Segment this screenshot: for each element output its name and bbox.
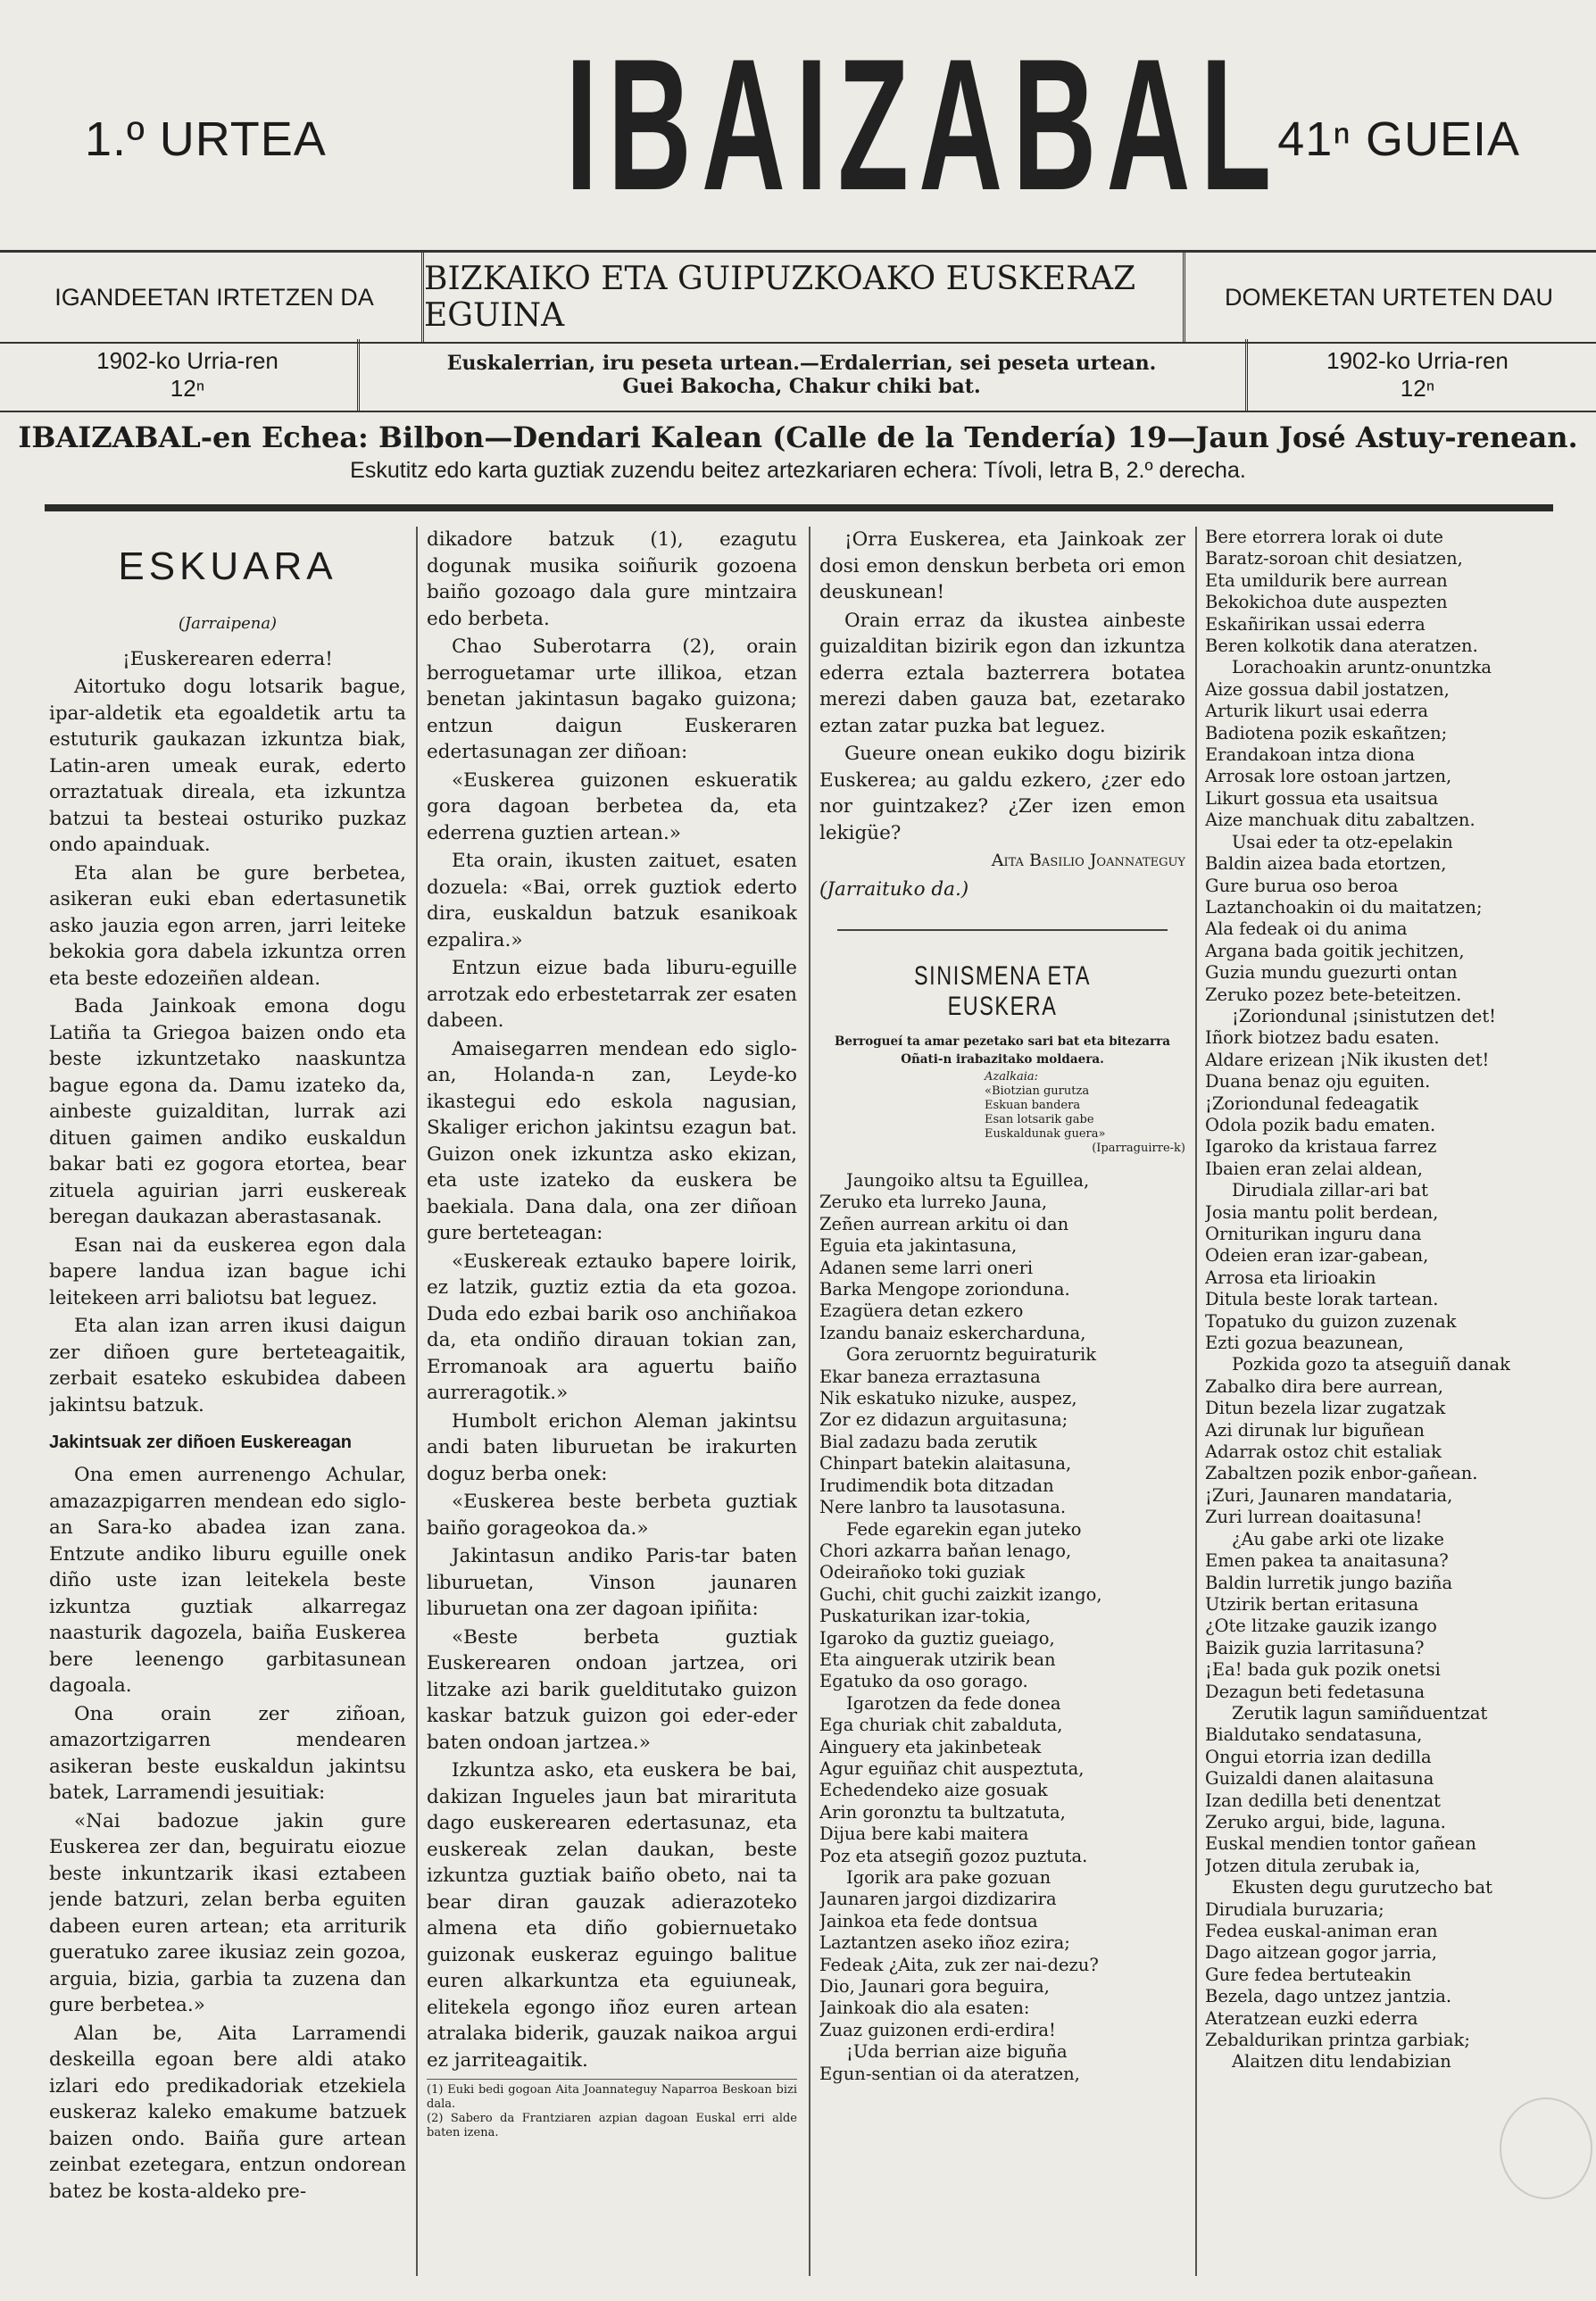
poem-line: Ega churiak chit zabalduta,: [819, 1715, 1063, 1736]
poem-line: Topatuko du guizon zuzenak: [1205, 1310, 1457, 1332]
poem-line: Odeien eran izar-gabean,: [1205, 1245, 1429, 1267]
column-divider: [416, 527, 418, 2276]
poem-line: Puskaturikan izar-tokia,: [819, 1606, 1031, 1627]
column-divider: [809, 527, 810, 2276]
paragraph: «Euskerea guizonen eskueratik gora dagoan berbetea da, eta ederrena guztien artean.»: [427, 768, 797, 844]
poem-line: Igorik ara pake gozuan: [846, 1867, 1052, 1888]
poem-line: Bial zadazu bada zerutik: [819, 1431, 1037, 1452]
band-left: IGANDEETAN IRTETZEN DA: [54, 283, 374, 311]
section-subhead: Jakintsuak zer diñoen Euskereagan: [49, 1433, 353, 1452]
paragraph: dikadore batzuk (1), ezagutu dogunak musika soiñurik gozoena baiño gozoago dala gure mintzaira edo berbeta.: [427, 528, 797, 630]
poem-line: Baizik guzia larritasuna?: [1205, 1637, 1425, 1658]
date-right-text: 1902-ko Urria-ren: [1326, 347, 1509, 374]
poem-line: Adarrak ostoz chit estaliak: [1205, 1441, 1442, 1463]
poem-line: Jainkoa eta fede dontsua: [819, 1910, 1038, 1931]
article-heading-eskuara: ESKUARA: [118, 544, 337, 588]
poem-line: Lorachoakin aruntz-onuntzka: [1232, 657, 1492, 678]
date-right: [1245, 339, 1587, 411]
poem-line: Ditun bezela lizar zugatzak: [1205, 1398, 1446, 1419]
poem-line: Zeruko eta lurreko Jauna,: [819, 1192, 1048, 1213]
date-left-text: 1902-ko Urria-ren: [96, 347, 278, 374]
paragraph: Eta alan izan arren ikusi daigun zer diñoen gure berteteagaitik, zerbait esateko eskubidea dabeen jakintsu batzuk.: [49, 1315, 406, 1416]
poem-line: Ekusten degu gurutzecho bat: [1232, 1877, 1492, 1898]
poem-line: Igarotzen da fede donea: [846, 1692, 1061, 1714]
column-4: [1205, 527, 1553, 2285]
poem-line: Dezagun beti fedetasuna: [1205, 1681, 1426, 1702]
poem-line: Josia mantu polit berdean,: [1205, 1201, 1439, 1223]
epigraph-line: Euskaldunak guera»: [985, 1127, 1106, 1141]
poem-line: ¿Au gabe arki ote lizake: [1232, 1528, 1444, 1549]
poem-line: Zor ez didazun arguitasuna;: [819, 1409, 1068, 1431]
poem-line: Zeruko pozez bete-beteitzen.: [1205, 984, 1462, 1005]
paragraph: «Nai badozue jakin gure Euskerea zer dan, beguiratu eiozue beste inkuntzarik ikasi eztabeen jende batzuri, zelan berba eguiten dabeen euren artean; eta arriturik gueratuko zaree ikusiaz zein gozoa, arguia, bizia, garbia ta zuzena dan gure berbetea.»: [49, 1809, 406, 2016]
poem-line: Odeirañoko toki guziak: [819, 1562, 1026, 1583]
paragraph: Ona emen aurrenengo Achular, amazazpigarren mendean edo siglo-an Sara-ko abadea izan zana. Entzute andiko liburu eguille onek diño uste izan leitekela beste izkuntza guztiak alkarregaz naasturik dagozela, baiña Euskerea bere leenengo garbitasunean dagoala.: [49, 1464, 406, 1697]
article-separator: [837, 929, 1168, 931]
poem-line: Egatuko da oso gorago.: [819, 1671, 1028, 1692]
poem-line: Euskal mendien tontor gañean: [1205, 1833, 1476, 1855]
prize-note: Berrogueí ta amar pezetako sari bat eta bitezarra Oñati-n irabazitako moldaera.: [835, 1034, 1170, 1067]
newspaper-title: IBAIZABAL: [565, 20, 1282, 229]
paragraph: «Euskereak eztauko bapere loirik, ez latzik, guztiz eztia da eta gozoa. Duda edo ezbai barik oso anchiñakoa da, eta ondiño dirauan tokian zan, Erromanoak ara aguertu baiño aurreragotik.»: [427, 1250, 797, 1404]
poem-line: Ala fedeak oi du anima: [1205, 918, 1408, 940]
poem-line: Usai eder ta otz-epelakin: [1232, 831, 1453, 852]
poem-line: Zebaldurikan printza garbiak;: [1205, 2030, 1470, 2051]
poem-line: Ainguery eta jakinbeteak: [819, 1736, 1042, 1757]
paragraph: Jakintasun andiko Paris-tar baten liburuetan, Vinson jaunaren liburuetan ona zer dagoan ipiñita:: [427, 1545, 797, 1620]
poem-line: Aize manchuak ditu zabaltzen.: [1205, 810, 1475, 831]
paragraph: Bada Jainkoak emona dogu Latiña ta Griegoa baizen ondo eta beste izkuntzetako naaskuntza bague egona da. Damu izateko da, ainbeste guizalditan, lurrak azi dituen gaimen andiko euskaldun bakar bati ez gogora etortea, bear zituela aguirian jarri euskereak beregan daukazan aberastasanak.: [49, 995, 406, 1228]
poem-line: Utzirik bertan eritasuna: [1205, 1593, 1419, 1615]
poem-line: Bere etorrera lorak oi dute: [1205, 527, 1443, 547]
library-stamp: [1500, 2097, 1592, 2199]
poem-line: Jaungoiko altsu ta Eguillea,: [846, 1170, 1090, 1191]
paragraph: Orain erraz da ikustea ainbeste guizalditan bizirik egon dan izkuntza ederra eztala bazterrera botatea merezi daben gauza bat, ezetarako eztan zatar puzka bat leguez.: [819, 609, 1185, 737]
poem-lines: [1205, 527, 1553, 2073]
poem-line: Irudimendik bota ditzadan: [819, 1474, 1054, 1496]
poem-line: Emen pakea ta anaitasuna?: [1205, 1550, 1449, 1572]
poem-line: Badiotena pozik eskañtzen;: [1205, 722, 1448, 743]
paragraph: Ona orain zer ziñoan, amazortzigarren mendearen asikeran beste euskaldun jakintsu batek, Larramendi jesuitiak:: [49, 1702, 406, 1804]
issue-number: 41ⁿ GUEIA: [1277, 112, 1520, 166]
year-label: 1.º URTEA: [85, 112, 327, 166]
masthead: [0, 20, 1596, 241]
poem-line: Argana bada goitik jechitzen,: [1205, 940, 1465, 961]
subscription-line1: Euskalerrian, iru peseta urtean.—Erdalerrian, sei peseta urtean.: [446, 352, 1157, 375]
paragraph: «Beste berbeta guztiak Euskerearen ondoan jartzea, ori litzake azi barik guelditutako guizon kaskar batzuk guizon goi eder-eder baten ondoan jartzea.»: [427, 1625, 797, 1754]
poem-line: Chinpart batekin alaitasuna,: [819, 1453, 1072, 1474]
poem-line: Laztanchoakin oi du maitatzen;: [1205, 896, 1483, 918]
poem-line: Agur eguiñaz chit auspeztuta,: [819, 1757, 1085, 1779]
section-subtitle: ¡Euskerearen ederra!: [122, 647, 333, 670]
paragraph: Humbolt erichon Aleman jakintsu andi baten liburuetan be irakurten doguz berba onek:: [427, 1409, 797, 1485]
poem-line: Ibaien eran zelai aldean,: [1205, 1158, 1423, 1179]
paragraph: Aitortuko dogu lotsarik bague, ipar-aldetik eta egoaldetik artu ta estuturik gaukazan izkuntza biak, Latin-aren umeak eurak, ederto orraztatuak direala, eta izkuntza batzui ta besteai osturiko puzkaz ondo apainduak.: [49, 676, 406, 856]
poem-line: ¡Zoriondunal fedeagatik: [1205, 1092, 1419, 1114]
paragraph: Eta alan be gure berbetea, asikeran euki eban edertasunetik asko jauzia egon arren, jarri leiteke bekokia gora dabela izkuntza orren eta beste edozeiñen aldean.: [49, 861, 406, 990]
poem-line: Dirudiala zillar-ari bat: [1232, 1180, 1429, 1201]
column-1: [49, 527, 406, 2285]
poem-line: Ezagüera detan ezkero: [819, 1300, 1024, 1322]
poem-line: Ezti gozua beazunean,: [1205, 1333, 1404, 1354]
paragraph: ¡Orra Euskerea, eta Jainkoak zer dosi emon denskun berbeta ori emon deuskunean!: [819, 528, 1185, 603]
poem-line: Chori azkarra baňan lenago,: [819, 1540, 1072, 1561]
poem-line: Echedendeko aize gosuak: [819, 1780, 1048, 1801]
poem-line: Ditula beste lorak tartean.: [1205, 1289, 1439, 1310]
poem-line: Baldin aizea bada etortzen,: [1205, 853, 1447, 875]
poem-line: Baratz-soroan chit desiatzen,: [1205, 548, 1463, 569]
paragraph: Chao Suberotarra (2), orain berroguetamar urte illikoa, etzan benetan jakintasun bagako guizona; entzun daigun Euskeraren edertasunagan zer diñoan:: [427, 635, 797, 763]
epigraph-source: (Iparraguirre-k): [1092, 1142, 1185, 1155]
poem-line: Bialdutako sendatasuna,: [1205, 1724, 1423, 1746]
poem-line: Ongui etorria izan dedilla: [1205, 1746, 1432, 1767]
epigraph-line: «Biotzian gurutza: [985, 1084, 1090, 1098]
address-line1: IBAIZABAL-en Echea: Bilbon—Dendari Kalean (Calle de la Tendería) 19—Jaun José Astuy-renean.: [18, 420, 1578, 454]
poem-line: Zerutik lagun samiñduentzat: [1232, 1702, 1488, 1724]
poem-line: Gure fedea bertuteakin: [1205, 1964, 1412, 1985]
paragraph: Alan be, Aita Larramendi deskeilla egoan bere aldi atako izlari edo predikadoriak etzekiela euskeraz kaleko emakume batzuek baizen ondo. Baiña gure artean zeinbat ezetegara, entzun ondorean batez be kosta-aldeko pre-: [49, 2022, 406, 2203]
poem-line: Eta ainguerak utzirik bean: [819, 1649, 1056, 1670]
poem-line: Arturik likurt usai ederra: [1205, 701, 1429, 722]
poem-line: Iñork biotzez badu esaten.: [1205, 1027, 1440, 1049]
poem-line: Dio, Jaunari gora beguira,: [819, 1976, 1050, 1998]
poem-line: Aldare erizean ¡Nik ikusten det!: [1205, 1049, 1490, 1070]
poem-line: Zuri lurrean doaitasuna!: [1205, 1507, 1423, 1528]
column-2: [427, 527, 797, 2285]
poem-line: Alaitzen ditu lendabizian: [1232, 2051, 1451, 2073]
poem-line: Fede egarekin egan juteko: [846, 1518, 1082, 1540]
poem-line: Jaunaren jargoi dizdizarira: [819, 1889, 1057, 1910]
address-line2: Eskutitz edo karta guztiak zuzendu beitez artezkariaren echera: Tívoli, letra B, 2.º derecha.: [350, 458, 1246, 483]
poem-line: Adanen seme larri oneri: [819, 1257, 1034, 1278]
poem-line: Arrosa eta lirioakin: [1205, 1267, 1376, 1288]
author-signature: Aita Basilio Joannateguy: [991, 851, 1185, 870]
poem-title: SINISMENA ETA EUSKERA: [914, 961, 1091, 1021]
poem-line: ¡Ea! bada guk pozik onetsi: [1205, 1659, 1441, 1681]
poem-line: Likurt gossua eta usaitsua: [1205, 787, 1439, 809]
poem-line: Zabaltzen pozik enbor-gañean.: [1205, 1463, 1478, 1484]
continuation-note: (Jarraipena): [178, 614, 278, 633]
poem-line: Arin goronztu ta bultzatuta,: [819, 1801, 1066, 1823]
poem-line: Guizaldi danen alaitasuna: [1205, 1768, 1434, 1790]
poem-line: Dirudiala buruzaria;: [1205, 1898, 1384, 1920]
poem-line: Zuaz guizonen erdi-erdira!: [819, 2019, 1056, 2040]
poem-line: Zabalko dira bere aurrean,: [1205, 1375, 1443, 1397]
band-right: DOMEKETAN URTETEN DAU: [1224, 283, 1554, 311]
paragraph: Izkuntza asko, eta euskera be bai, dakizan Ingueles jaun bat mirarituta dago euskerearen edertasunaz, eta euskereak zelan daukan, beste izkuntza guztiak baiño obeto, nai ta bear diran gauzak adierazoteko almena eta diño gobiernuetako guizonak euskeraz eguingo balitue euren alkarkuntza eta eguiuneak, elitekela egongo iñoz euren artean atralaka biderik, gauzak naikoa argui ez jarriteagaitik.: [427, 1759, 797, 2072]
poem-line: Duana benaz oju eguiten.: [1205, 1071, 1431, 1092]
poem-line: Igaroko da kristaua farrez: [1205, 1136, 1437, 1158]
paragraph: «Euskerea beste berbeta guztiak baiño gorageokoa da.»: [427, 1491, 797, 1540]
poem-line: Zeruko argui, bide, laguna.: [1205, 1811, 1446, 1832]
epigraph: [985, 1070, 1185, 1156]
column-3: [819, 527, 1185, 2285]
epigraph-label: Azalkaia:: [985, 1070, 1039, 1084]
poem-line: Fedea euskal-animan eran: [1205, 1921, 1438, 1941]
column-divider: [1195, 527, 1197, 2276]
subscription-line2: Guei Bakocha, Chakur chiki bat.: [622, 375, 981, 398]
poem-line: Aize gossua dabil jostatzen,: [1205, 678, 1450, 700]
poem-line: Guzia mundu guezurti ontan: [1205, 962, 1458, 984]
paragraph: Gueure onean eukiko dogu bizirik Euskerea; au galdu ezkero, ¿zer edo nor guintzakez? ¿Zer izen emon lekigüe?: [819, 743, 1185, 844]
poem-line: Guchi, chit guchi zaizkit izango,: [819, 1583, 1102, 1605]
poem-line: Zeñen aurrean arkitu oi dan: [819, 1213, 1069, 1234]
footnote: (2) Sabero da Frantziaren azpian dagoan Euskal erri alde baten izena.: [427, 2112, 797, 2139]
poem-line: Izan dedilla beti denentzat: [1205, 1790, 1441, 1811]
poem-line: Barka Mengope zorionduna.: [819, 1279, 1070, 1300]
poem-line: Poz eta atsegiñ gozoz puztuta.: [819, 1845, 1088, 1866]
poem-line: Gora zeruorntz beguiraturik: [846, 1344, 1097, 1366]
poem-line: Bezela, dago untzez jantzia.: [1205, 1986, 1452, 2007]
info-band: [0, 250, 1596, 344]
poem-line: Igaroko da guztiz gueiago,: [819, 1627, 1055, 1649]
poem-line: Dijua bere kabi maitera: [819, 1823, 1029, 1845]
poem-line: Dago aitzean gogor jarria,: [1205, 1942, 1437, 1964]
poem-line: Jainkoak dio ala esaten:: [819, 1998, 1030, 2019]
poem-line: Odola pozik badu ematen.: [1205, 1114, 1436, 1135]
poem-line: Egun-sentian oi da ateratzen,: [819, 2063, 1080, 2084]
poem-line: Eta umildurik bere aurrean: [1205, 569, 1448, 591]
footnote: (1) Euki bedi gogoan Aita Joannateguy Naparroa Beskoan bizi dala.: [427, 2083, 797, 2111]
date-right-day: 12ⁿ: [1400, 375, 1435, 402]
poem-line: Eskañirikan ussai ederra: [1205, 613, 1426, 635]
poem-line: ¡Uda berrian aize biguña: [846, 2041, 1068, 2063]
paragraph: Amaisegarren mendean edo siglo-an, Holanda-n zan, Leyde-ko ikastegui edo eskola nagusian, Skaliger erichon jakintsu ezagun bat. Guizon onek izkuntza asko ekizan, eta uste izateko da euskera be baekiala. Dana dala, ona zer diñoan gure berteteagan:: [427, 1037, 797, 1244]
poem-line: Baldin lurretik jungo baziña: [1205, 1572, 1453, 1593]
poem-line: Fedeak ¿Aita, zuk zer nai-dezu?: [819, 1954, 1099, 1975]
epigraph-line: Eskuan bandera: [985, 1099, 1081, 1112]
poem-line: Izandu banaiz eskercharduna,: [819, 1322, 1086, 1343]
poem-line: Erandakoan intza diona: [1205, 744, 1416, 766]
subscription-info: [360, 339, 1243, 411]
poem-line: Laztantzen aseko iñoz ezira;: [819, 1932, 1070, 1954]
date-band: [0, 339, 1596, 412]
poem-lines: [819, 1170, 1185, 2085]
band-center: BIZKAIKO ETA GUIPUZKOAKO EUSKERAZ EGUINA: [421, 253, 1185, 342]
poem-line: Nere lanbro ta lausotasuna.: [819, 1497, 1067, 1518]
poem-line: Beren kolkotik dana ateratzen.: [1205, 635, 1478, 657]
poem-line: Orniturikan inguru dana: [1205, 1224, 1422, 1244]
poem-line: Azi dirunak lur biguñean: [1205, 1419, 1425, 1441]
header-rule: [45, 504, 1553, 511]
epigraph-line: Esan lotsarik gabe: [985, 1113, 1094, 1126]
poem-line: Arrosak lore ostoan jartzen,: [1205, 766, 1452, 787]
poem-line: ¡Zoriondunal ¡sinistutzen det!: [1232, 1005, 1497, 1026]
poem-line: ¿Ote litzake gauzik izango: [1205, 1616, 1437, 1637]
date-left: [18, 339, 360, 411]
paragraph: Esan nai da euskerea egon dala bapere landua izan bague ichi leitekeen arri baliotsu bat leguez.: [49, 1234, 406, 1309]
footnotes: [427, 2079, 797, 2140]
poem-line: Gure burua oso beroa: [1205, 875, 1399, 896]
date-left-day: 12ⁿ: [170, 375, 205, 402]
poem-line: Ekar baneza erraztasuna: [819, 1366, 1041, 1387]
paragraph: Eta orain, ikusten zaituet, esaten dozuela: «Bai, orrek guztiok ederto dira, euskaldun batzuk esanikoak ezpalira.»: [427, 850, 797, 951]
poem-line: Eguia eta jakintasuna,: [819, 1235, 1018, 1257]
paragraph: Entzun eizue bada liburu-eguille arrotzak edo erbestetarrak zer esaten dabeen.: [427, 957, 797, 1032]
poem-line: Bekokichoa dute auspezten: [1205, 592, 1448, 613]
poem-line: Ateratzean euzki ederra: [1205, 2007, 1418, 2029]
poem-line: Jotzen ditula zerubak ia,: [1205, 1855, 1421, 1876]
to-be-continued: (Jarraituko da.): [819, 877, 969, 901]
poem-line: ¡Zuri, Jaunaren mandataria,: [1205, 1484, 1453, 1506]
poem-line: Nik eskatuko nizuke, auspez,: [819, 1388, 1077, 1409]
poem-line: Pozkida gozo ta atseguiñ danak: [1232, 1354, 1510, 1375]
address-block: [0, 419, 1596, 486]
